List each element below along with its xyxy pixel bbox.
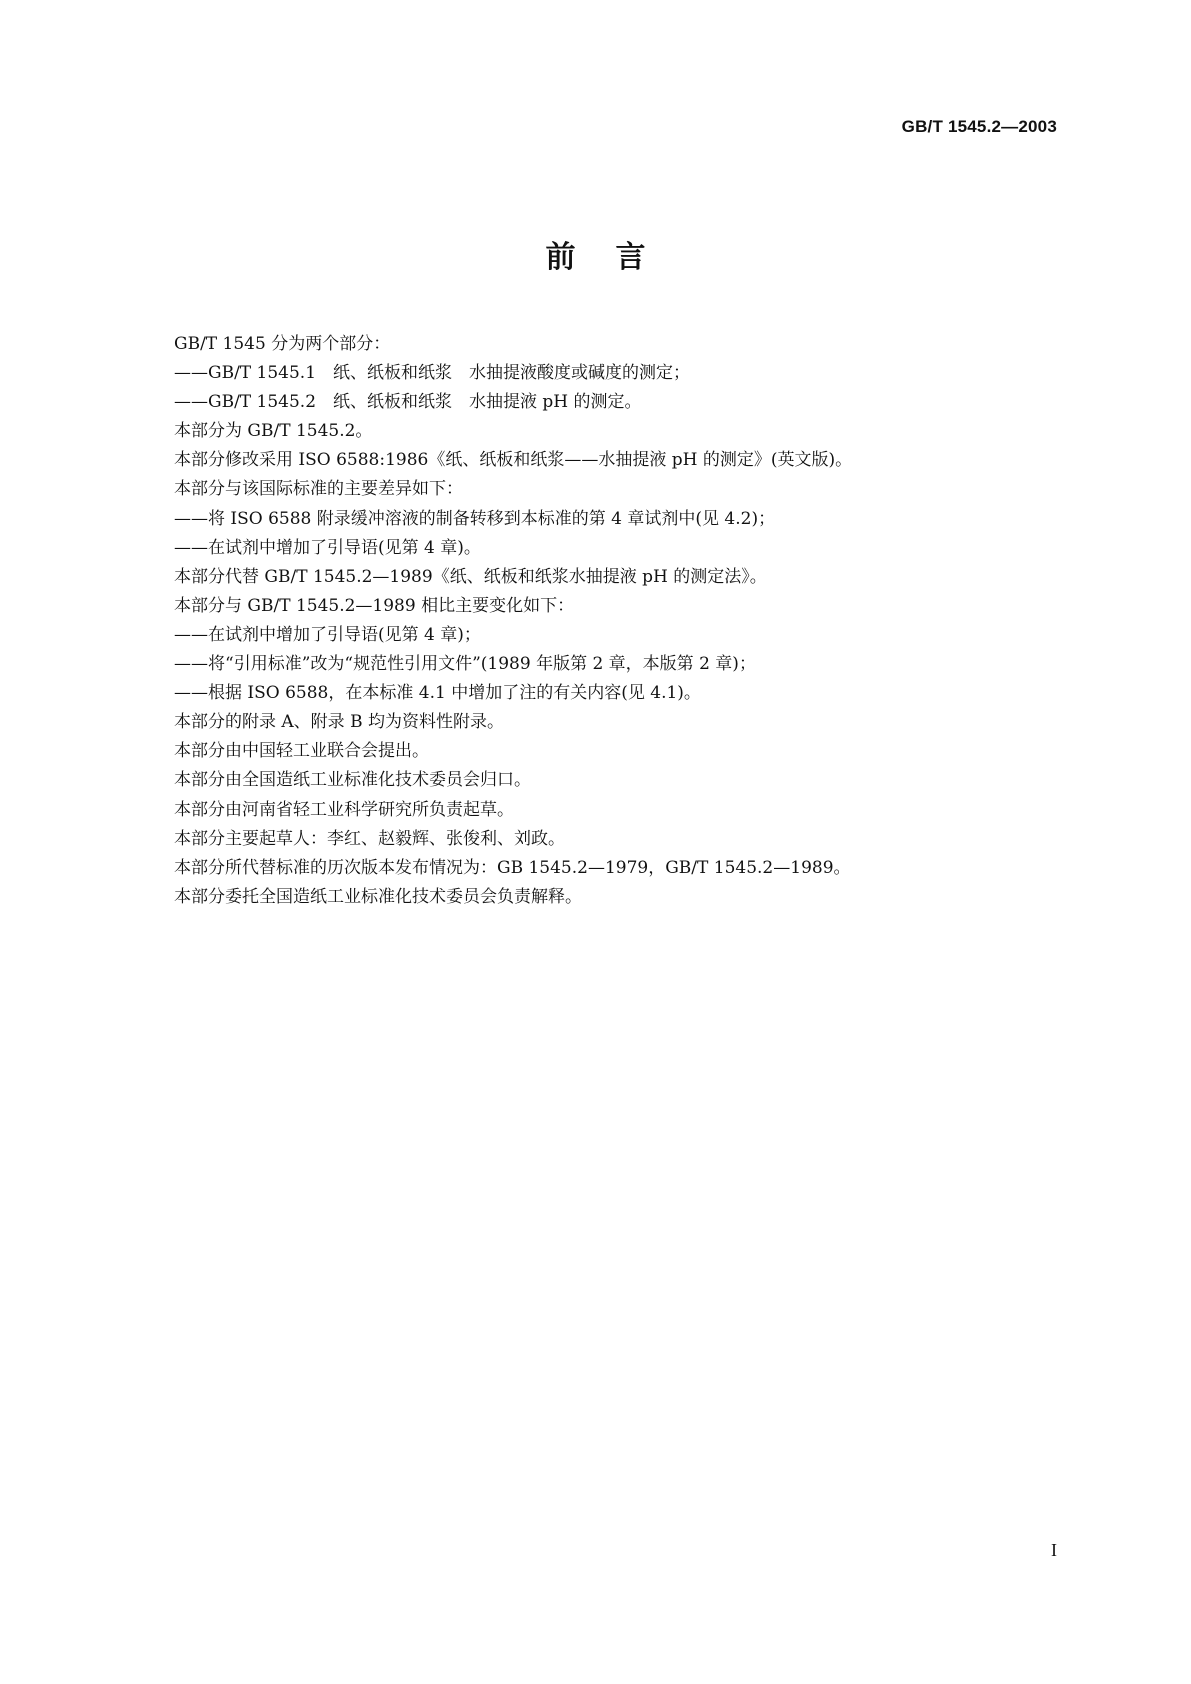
foreword-paragraph: 本部分由河南省轻工业科学研究所负责起草。 <box>174 799 514 820</box>
standard-number: GB/T 1545.2—2003 <box>901 117 1057 136</box>
foreword-paragraph: 本部分由中国轻工业联合会提出。 <box>174 741 429 762</box>
foreword-paragraph: 本部分的附录 A、附录 B 均为资料性附录。 <box>174 712 504 733</box>
foreword-paragraph: 本部分主要起草人：李红、赵毅辉、张俊利、刘政。 <box>174 828 565 849</box>
foreword-paragraph: 本部分所代替标准的历次版本发布情况为：GB 1545.2—1979，GB/T 1545.2—1989。 <box>174 857 851 878</box>
foreword-list-item: ——根据 ISO 6588，在本标准 4.1 中增加了注的有关内容(见 4.1)。 <box>174 683 701 704</box>
foreword-list-item: ——GB/T 1545.2 纸、纸板和纸浆 水抽提液 pH 的测定。 <box>174 392 642 413</box>
foreword-paragraph: 本部分与该国际标准的主要差异如下： <box>174 479 463 500</box>
foreword-list-item: ——将“引用标准”改为“规范性引用文件”(1989 年版第 2 章，本版第 2 章)； <box>174 654 756 675</box>
foreword-list-item: ——在试剂中增加了引导语(见第 4 章)。 <box>174 537 481 558</box>
page-title: 前言 <box>545 240 686 275</box>
foreword-list-item: ——将 ISO 6588 附录缓冲溶液的制备转移到本标准的第 4 章试剂中(见 4.2)； <box>174 508 776 529</box>
foreword-list-item: ——GB/T 1545.1 纸、纸板和纸浆 水抽提液酸度或碱度的测定； <box>174 363 691 384</box>
foreword-list-item: ——在试剂中增加了引导语(见第 4 章)； <box>174 624 481 645</box>
foreword-paragraph: 本部分与 GB/T 1545.2—1989 相比主要变化如下： <box>174 595 575 616</box>
foreword-paragraph: 本部分为 GB/T 1545.2。 <box>174 421 373 442</box>
foreword-paragraph: 本部分委托全国造纸工业标准化技术委员会负责解释。 <box>174 886 582 907</box>
page-number: I <box>1051 1540 1057 1560</box>
foreword-paragraph: 本部分代替 GB/T 1545.2—1989《纸、纸板和纸浆水抽提液 pH 的测定法》。 <box>174 566 767 587</box>
foreword-paragraph: GB/T 1545 分为两个部分： <box>174 334 391 354</box>
foreword-paragraph: 本部分修改采用 ISO 6588:1986《纸、纸板和纸浆——水抽提液 pH 的测定》(英文版)。 <box>174 450 853 471</box>
foreword-paragraph: 本部分由全国造纸工业标准化技术委员会归口。 <box>174 770 531 791</box>
foreword-body <box>174 330 1054 912</box>
